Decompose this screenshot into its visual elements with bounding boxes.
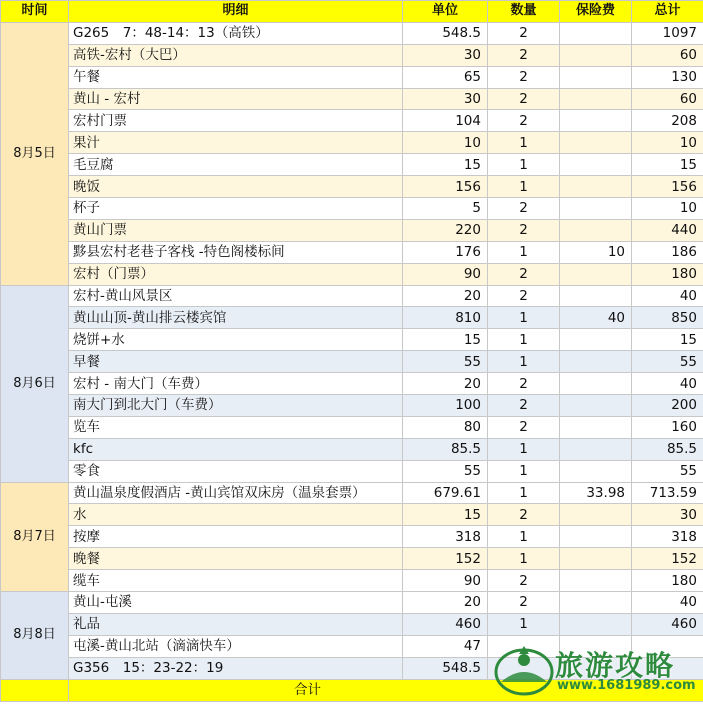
detail-cell: 晚饭: [69, 176, 403, 198]
table-row: [1, 241, 703, 263]
total-cell: 40: [632, 592, 703, 614]
table-row: [1, 22, 703, 44]
insurance-cell: [560, 438, 632, 460]
detail-cell: 黟县宏村老巷子客栈 -特色阁楼标间: [69, 241, 403, 263]
total-label: 合计: [69, 679, 703, 701]
unit-cell: 318: [403, 526, 488, 548]
insurance-cell: [560, 219, 632, 241]
qty-cell: 2: [488, 416, 560, 438]
table-row: [1, 307, 703, 329]
unit-cell: 47: [403, 635, 488, 657]
qty-cell: 2: [488, 395, 560, 417]
total-cell: 440: [632, 219, 703, 241]
insurance-cell: 33.98: [560, 482, 632, 504]
detail-cell: G265 7：48-14：13（高铁）: [69, 22, 403, 44]
detail-cell: 零食: [69, 460, 403, 482]
unit-cell: 679.61: [403, 482, 488, 504]
table-row: [1, 613, 703, 635]
unit-cell: 176: [403, 241, 488, 263]
detail-cell: 黄山-屯溪: [69, 592, 403, 614]
table-row: [1, 219, 703, 241]
detail-cell: 宏村 - 南大门（车费）: [69, 373, 403, 395]
table-row: [1, 526, 703, 548]
detail-cell: 礼品: [69, 613, 403, 635]
total-cell: 15: [632, 329, 703, 351]
detail-cell: 黄山 - 宏村: [69, 88, 403, 110]
detail-cell: 午餐: [69, 66, 403, 88]
col-header-unit: 单位: [403, 1, 488, 23]
total-cell: 186: [632, 241, 703, 263]
date-cell: 8月8日: [1, 592, 69, 680]
insurance-cell: [560, 88, 632, 110]
qty-cell: 2: [488, 22, 560, 44]
insurance-cell: [560, 22, 632, 44]
total-spacer: [1, 679, 69, 701]
detail-cell: 黄山温泉度假酒店 -黄山宾馆双床房（温泉套票）: [69, 482, 403, 504]
table-row: [1, 482, 703, 504]
qty-cell: 1: [488, 329, 560, 351]
total-cell: 15: [632, 154, 703, 176]
detail-cell: 按摩: [69, 526, 403, 548]
total-cell: 30: [632, 504, 703, 526]
unit-cell: 548.5: [403, 22, 488, 44]
detail-cell: 黄山山顶-黄山排云楼宾馆: [69, 307, 403, 329]
total-cell: 180: [632, 263, 703, 285]
detail-cell: 宏村门票: [69, 110, 403, 132]
table-row: [1, 66, 703, 88]
total-cell: 180: [632, 570, 703, 592]
detail-cell: 高铁-宏村（大巴）: [69, 44, 403, 66]
tree-logo-icon: [493, 642, 555, 700]
table-row: [1, 329, 703, 351]
total-cell: 40: [632, 285, 703, 307]
insurance-cell: [560, 44, 632, 66]
table-row: [1, 176, 703, 198]
total-cell: 1097: [632, 22, 703, 44]
total-cell: 85.5: [632, 438, 703, 460]
qty-cell: 2: [488, 373, 560, 395]
insurance-cell: [560, 154, 632, 176]
qty-cell: 1: [488, 351, 560, 373]
table-row: [1, 548, 703, 570]
total-cell: 60: [632, 88, 703, 110]
insurance-cell: [560, 548, 632, 570]
unit-cell: 810: [403, 307, 488, 329]
table-row: [1, 132, 703, 154]
qty-cell: 2: [488, 44, 560, 66]
col-header-insurance: 保险费: [560, 1, 632, 23]
unit-cell: 152: [403, 548, 488, 570]
watermark-text: 旅游攻略: [555, 649, 676, 682]
insurance-cell: [560, 198, 632, 220]
total-cell: 850: [632, 307, 703, 329]
qty-cell: 1: [488, 548, 560, 570]
insurance-cell: [560, 395, 632, 417]
qty-cell: 1: [488, 482, 560, 504]
qty-cell: 2: [488, 66, 560, 88]
detail-cell: 早餐: [69, 351, 403, 373]
total-cell: 10: [632, 198, 703, 220]
table-row: [1, 373, 703, 395]
insurance-cell: [560, 66, 632, 88]
detail-cell: 烧饼+水: [69, 329, 403, 351]
detail-cell: 果汁: [69, 132, 403, 154]
total-cell: 55: [632, 351, 703, 373]
unit-cell: 55: [403, 460, 488, 482]
unit-cell: 460: [403, 613, 488, 635]
qty-cell: 2: [488, 504, 560, 526]
table-row: [1, 592, 703, 614]
col-header-total: 总计: [632, 1, 703, 23]
unit-cell: 20: [403, 592, 488, 614]
table-row: [1, 438, 703, 460]
table-row: [1, 110, 703, 132]
qty-cell: 1: [488, 460, 560, 482]
detail-cell: 黄山门票: [69, 219, 403, 241]
detail-cell: 宏村-黄山风景区: [69, 285, 403, 307]
qty-cell: 2: [488, 88, 560, 110]
table-row: [1, 504, 703, 526]
qty-cell: 1: [488, 176, 560, 198]
table-row: [1, 570, 703, 592]
unit-cell: 220: [403, 219, 488, 241]
total-cell: 55: [632, 460, 703, 482]
total-cell: 60: [632, 44, 703, 66]
table-row: [1, 88, 703, 110]
header-row: [1, 1, 703, 23]
watermark-url: www.1681989.com: [557, 678, 696, 693]
total-cell: 460: [632, 613, 703, 635]
detail-cell: 屯溪-黄山北站（滴滴快车）: [69, 635, 403, 657]
detail-cell: 毛豆腐: [69, 154, 403, 176]
qty-cell: 1: [488, 132, 560, 154]
insurance-cell: [560, 373, 632, 395]
insurance-cell: [560, 329, 632, 351]
table-row: [1, 395, 703, 417]
date-cell: 8月6日: [1, 285, 69, 482]
detail-cell: 缆车: [69, 570, 403, 592]
detail-cell: 晚餐: [69, 548, 403, 570]
insurance-cell: [560, 504, 632, 526]
total-cell: 160: [632, 416, 703, 438]
insurance-cell: 10: [560, 241, 632, 263]
total-cell: 130: [632, 66, 703, 88]
qty-cell: 1: [488, 241, 560, 263]
qty-cell: 1: [488, 613, 560, 635]
insurance-cell: [560, 460, 632, 482]
unit-cell: 20: [403, 285, 488, 307]
insurance-cell: [560, 592, 632, 614]
total-cell: 10: [632, 132, 703, 154]
unit-cell: 65: [403, 66, 488, 88]
total-cell: 713.59: [632, 482, 703, 504]
unit-cell: 100: [403, 395, 488, 417]
insurance-cell: [560, 132, 632, 154]
unit-cell: 80: [403, 416, 488, 438]
table-row: [1, 263, 703, 285]
unit-cell: 15: [403, 154, 488, 176]
unit-cell: 104: [403, 110, 488, 132]
total-cell: 156: [632, 176, 703, 198]
qty-cell: 1: [488, 438, 560, 460]
qty-cell: 1: [488, 154, 560, 176]
insurance-cell: [560, 285, 632, 307]
detail-cell: 览车: [69, 416, 403, 438]
unit-cell: 20: [403, 373, 488, 395]
detail-cell: 水: [69, 504, 403, 526]
unit-cell: 548.5: [403, 657, 488, 679]
unit-cell: 55: [403, 351, 488, 373]
date-cell: 8月7日: [1, 482, 69, 591]
insurance-cell: [560, 110, 632, 132]
insurance-cell: [560, 263, 632, 285]
unit-cell: 30: [403, 44, 488, 66]
table-row: [1, 285, 703, 307]
unit-cell: 90: [403, 570, 488, 592]
unit-cell: 90: [403, 263, 488, 285]
detail-cell: 南大门到北大门（车费）: [69, 395, 403, 417]
qty-cell: 2: [488, 219, 560, 241]
insurance-cell: [560, 351, 632, 373]
col-header-detail: 明细: [69, 1, 403, 23]
unit-cell: 15: [403, 504, 488, 526]
insurance-cell: [560, 570, 632, 592]
table-row: [1, 460, 703, 482]
detail-cell: kfc: [69, 438, 403, 460]
detail-cell: G356 15：23-22：19: [69, 657, 403, 679]
qty-cell: 2: [488, 570, 560, 592]
insurance-cell: [560, 526, 632, 548]
unit-cell: 30: [403, 88, 488, 110]
insurance-cell: [560, 613, 632, 635]
qty-cell: 1: [488, 307, 560, 329]
qty-cell: 2: [488, 110, 560, 132]
insurance-cell: [560, 176, 632, 198]
qty-cell: 1: [488, 526, 560, 548]
qty-cell: 2: [488, 198, 560, 220]
table-row: [1, 351, 703, 373]
unit-cell: 5: [403, 198, 488, 220]
total-cell: 200: [632, 395, 703, 417]
table-row: [1, 198, 703, 220]
unit-cell: 15: [403, 329, 488, 351]
unit-cell: 156: [403, 176, 488, 198]
insurance-cell: 40: [560, 307, 632, 329]
watermark: [493, 642, 696, 702]
total-cell: 208: [632, 110, 703, 132]
unit-cell: 85.5: [403, 438, 488, 460]
qty-cell: 2: [488, 592, 560, 614]
detail-cell: 杯子: [69, 198, 403, 220]
col-header-qty: 数量: [488, 1, 560, 23]
col-header-time: 时间: [1, 1, 69, 23]
table-row: [1, 154, 703, 176]
qty-cell: 2: [488, 285, 560, 307]
insurance-cell: [560, 416, 632, 438]
table-row: [1, 44, 703, 66]
date-cell: 8月5日: [1, 22, 69, 285]
total-cell: 318: [632, 526, 703, 548]
qty-cell: 2: [488, 263, 560, 285]
unit-cell: 10: [403, 132, 488, 154]
detail-cell: 宏村（门票）: [69, 263, 403, 285]
table-row: [1, 416, 703, 438]
total-cell: 40: [632, 373, 703, 395]
total-cell: 152: [632, 548, 703, 570]
